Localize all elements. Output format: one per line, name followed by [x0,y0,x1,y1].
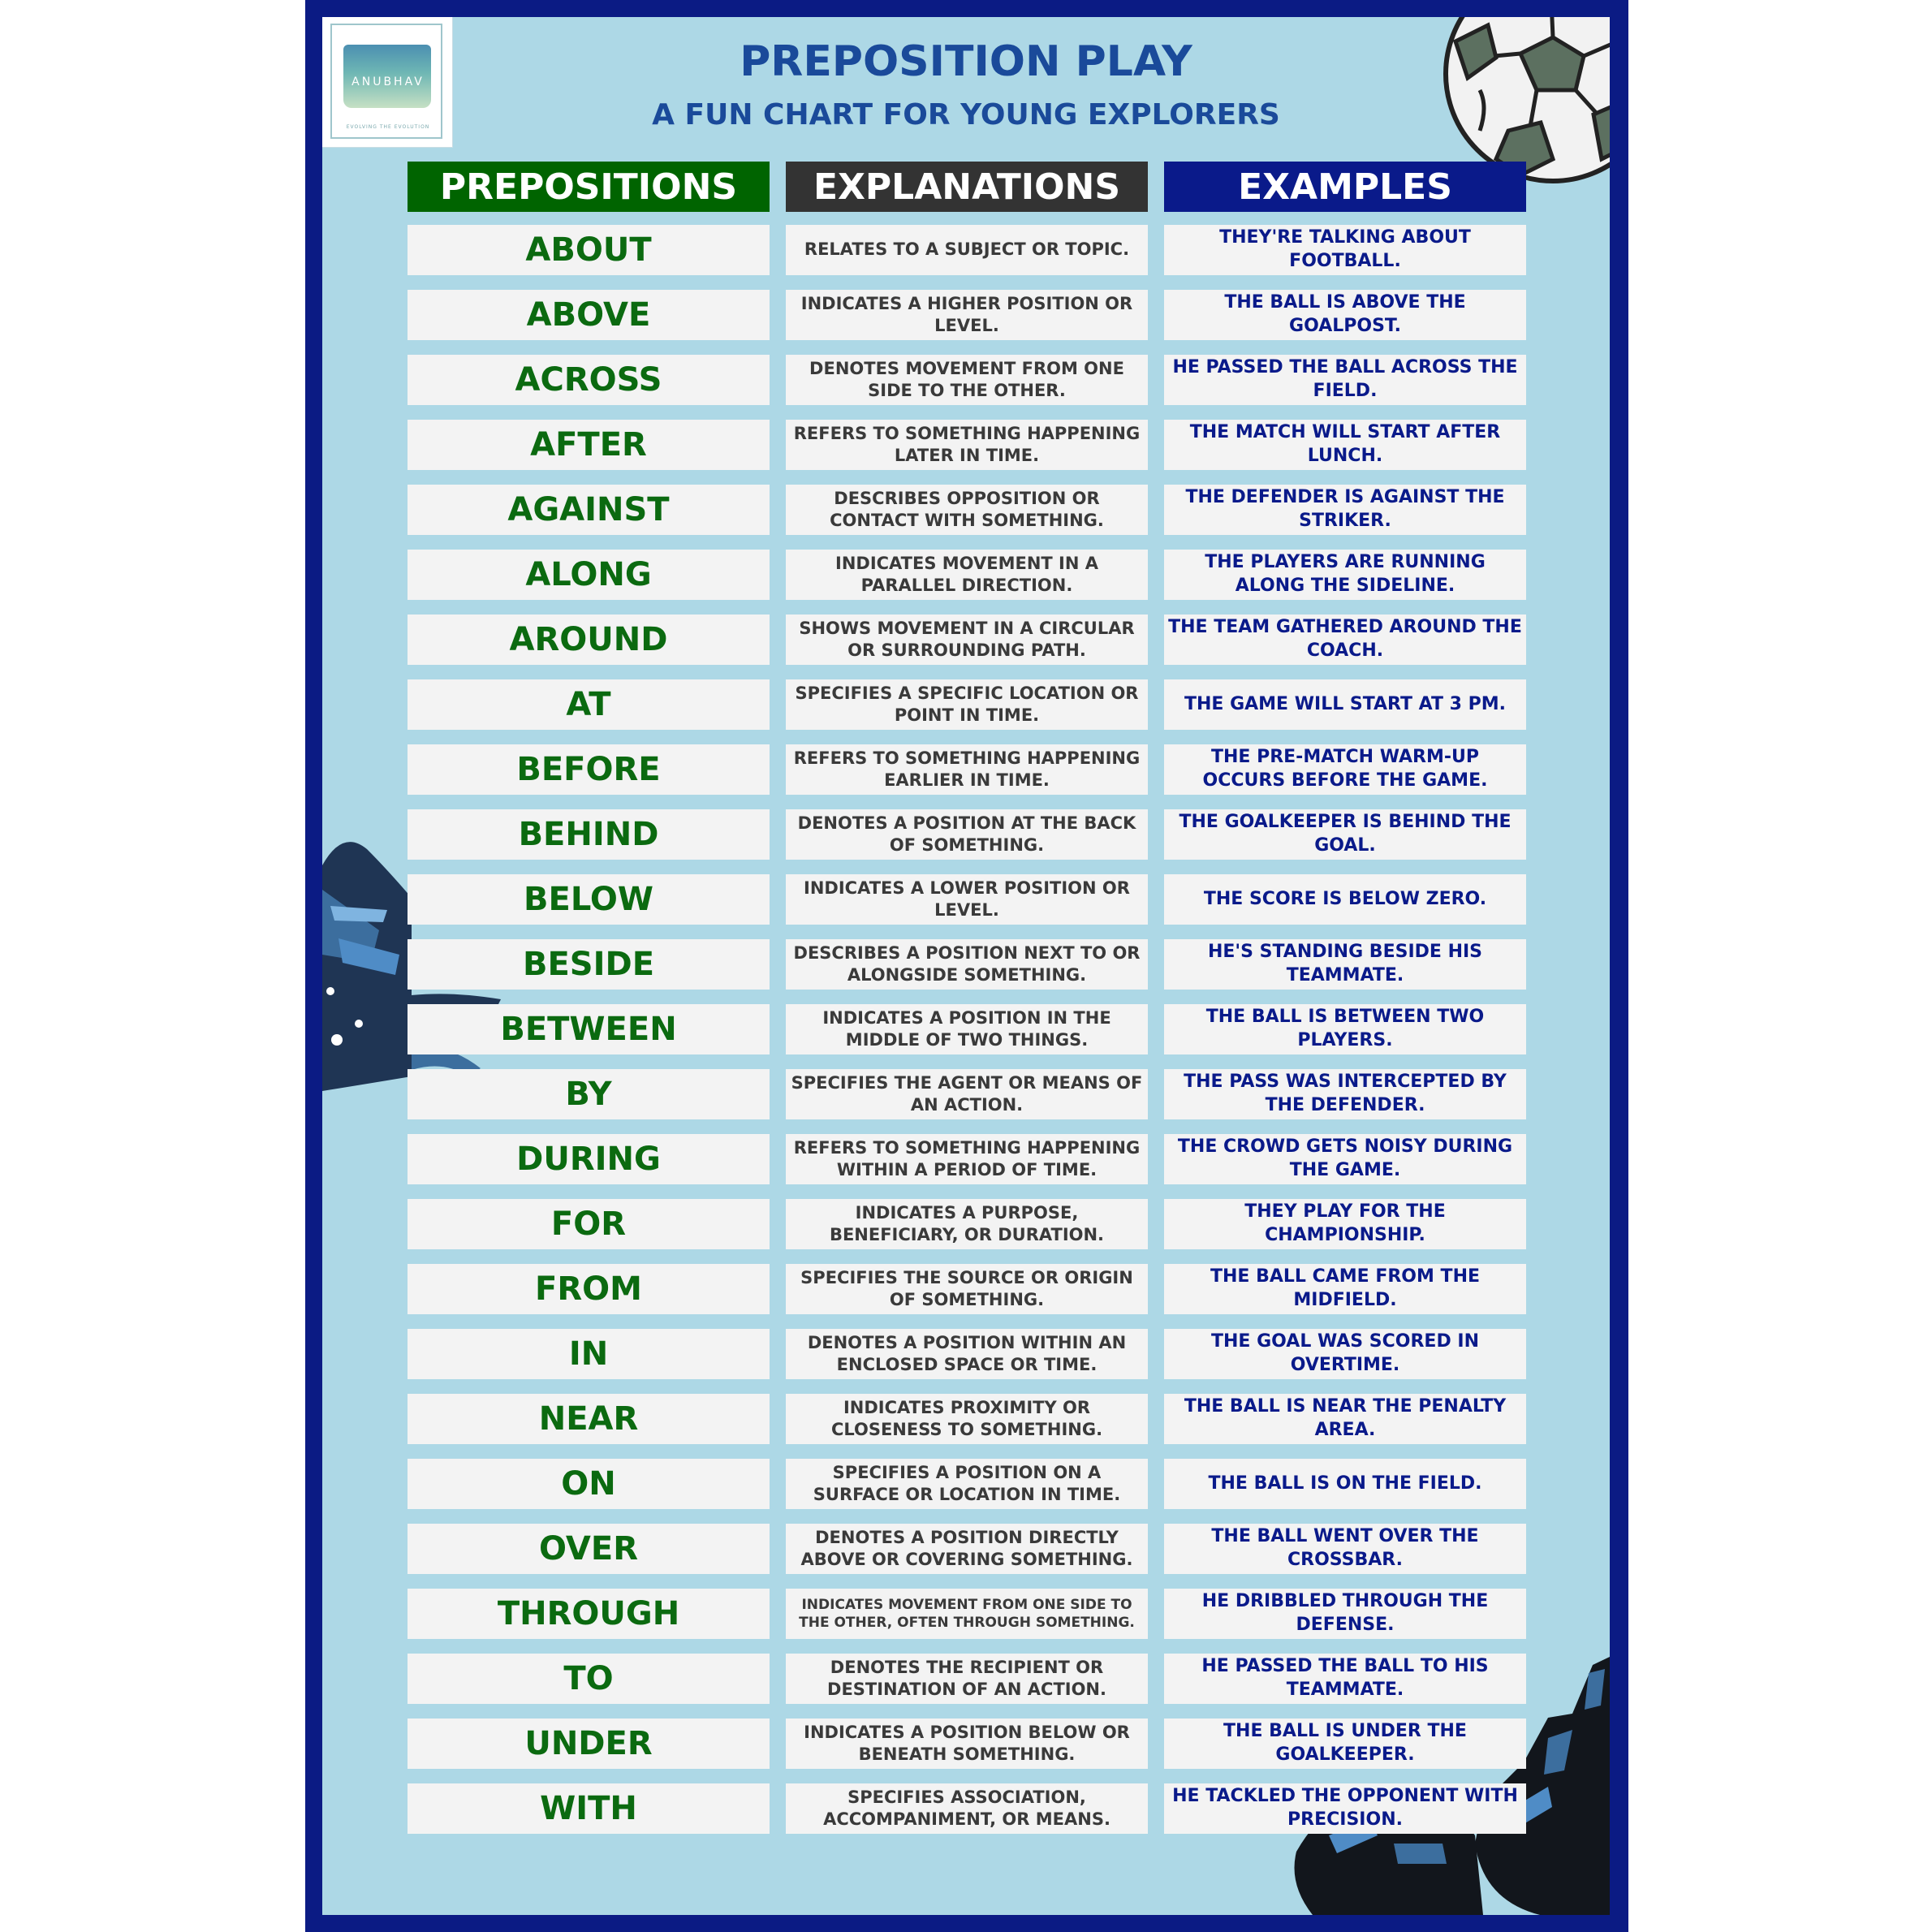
example-cell: THE BALL IS NEAR THE PENALTY AREA. [1164,1394,1526,1444]
logo-tagline: EVOLVING THE EVOLUTION [346,124,430,130]
explanation-cell: DESCRIBES OPPOSITION OR CONTACT WITH SOMETHING. [786,485,1148,535]
explanation-cell: INDICATES A POSITION IN THE MIDDLE OF TWO THINGS. [786,1004,1148,1054]
preposition-cell: BEHIND [408,809,770,860]
preposition-cell: ON [408,1459,770,1509]
preposition-cell: OVER [408,1524,770,1574]
explanation-cell: INDICATES MOVEMENT FROM ONE SIDE TO THE OTHER, OFTEN THROUGH SOMETHING. [786,1589,1148,1639]
preposition-cell: BESIDE [408,939,770,990]
explanation-cell: SPECIFIES A SPECIFIC LOCATION OR POINT IN TIME. [786,679,1148,730]
example-cell: THE BALL IS UNDER THE GOALKEEPER. [1164,1719,1526,1769]
example-cell: HE PASSED THE BALL ACROSS THE FIELD. [1164,355,1526,405]
example-cell: THE BALL CAME FROM THE MIDFIELD. [1164,1264,1526,1314]
page-subtitle: A FUN CHART FOR YOUNG EXPLORERS [652,98,1280,132]
example-cell: HE PASSED THE BALL TO HIS TEAMMATE. [1164,1654,1526,1704]
explanation-cell: DENOTES MOVEMENT FROM ONE SIDE TO THE OTHER. [786,355,1148,405]
preposition-cell: BEFORE [408,744,770,795]
explanation-cell: INDICATES A POSITION BELOW OR BENEATH SOMETHING. [786,1719,1148,1769]
page-title: PREPOSITION PLAY [740,37,1192,86]
explanations-column-header: EXPLANATIONS [786,162,1148,212]
example-cell: THEY PLAY FOR THE CHAMPIONSHIP. [1164,1199,1526,1249]
preposition-cell: BY [408,1069,770,1119]
example-cell: THE PLAYERS ARE RUNNING ALONG THE SIDELINE. [1164,550,1526,600]
poster [322,17,1610,1915]
explanation-cell: SPECIFIES THE SOURCE OR ORIGIN OF SOMETHING. [786,1264,1148,1314]
preposition-cell: FROM [408,1264,770,1314]
explanation-cell: DENOTES A POSITION AT THE BACK OF SOMETHING. [786,809,1148,860]
explanation-cell: SPECIFIES A POSITION ON A SURFACE OR LOCATION IN TIME. [786,1459,1148,1509]
example-cell: THE MATCH WILL START AFTER LUNCH. [1164,420,1526,470]
preposition-cell: FOR [408,1199,770,1249]
explanation-cell: INDICATES A HIGHER POSITION OR LEVEL. [786,290,1148,340]
preposition-cell: ABOUT [408,225,770,275]
example-cell: THE TEAM GATHERED AROUND THE COACH. [1164,615,1526,665]
example-cell: THE BALL IS BETWEEN TWO PLAYERS. [1164,1004,1526,1054]
preposition-cell: WITH [408,1783,770,1834]
explanation-cell: REFERS TO SOMETHING HAPPENING WITHIN A PERIOD OF TIME. [786,1134,1148,1184]
explanation-cell: SHOWS MOVEMENT IN A CIRCULAR OR SURROUNDING PATH. [786,615,1148,665]
example-cell: THE GOAL WAS SCORED IN OVERTIME. [1164,1329,1526,1379]
explanation-cell: RELATES TO A SUBJECT OR TOPIC. [786,225,1148,275]
example-cell: THE PRE-MATCH WARM-UP OCCURS BEFORE THE GAME. [1164,744,1526,795]
preposition-cell: THROUGH [408,1589,770,1639]
explanation-cell: DENOTES A POSITION WITHIN AN ENCLOSED SPACE OR TIME. [786,1329,1148,1379]
prepositions-column-header: PREPOSITIONS [408,162,770,212]
example-cell: THEY'RE TALKING ABOUT FOOTBALL. [1164,225,1526,275]
example-cell: HE DRIBBLED THROUGH THE DEFENSE. [1164,1589,1526,1639]
explanation-cell: INDICATES MOVEMENT IN A PARALLEL DIRECTION. [786,550,1148,600]
preposition-cell: ABOVE [408,290,770,340]
preposition-cell: ACROSS [408,355,770,405]
examples-column-header: EXAMPLES [1164,162,1526,212]
logo-text: ANUBHAV [351,75,425,88]
preposition-cell: IN [408,1329,770,1379]
example-cell: THE CROWD GETS NOISY DURING THE GAME. [1164,1134,1526,1184]
example-cell: THE PASS WAS INTERCEPTED BY THE DEFENDER. [1164,1069,1526,1119]
explanation-cell: SPECIFIES ASSOCIATION, ACCOMPANIMENT, OR MEANS. [786,1783,1148,1834]
example-cell: HE'S STANDING BESIDE HIS TEAMMATE. [1164,939,1526,990]
preposition-cell: AFTER [408,420,770,470]
example-cell: THE BALL WENT OVER THE CROSSBAR. [1164,1524,1526,1574]
explanation-cell: SPECIFIES THE AGENT OR MEANS OF AN ACTION. [786,1069,1148,1119]
preposition-cell: AGAINST [408,485,770,535]
poster-border [305,0,1628,1932]
explanation-cell: DENOTES A POSITION DIRECTLY ABOVE OR COVERING SOMETHING. [786,1524,1148,1574]
explanation-cell: INDICATES A PURPOSE, BENEFICIARY, OR DURATION. [786,1199,1148,1249]
preposition-cell: BELOW [408,874,770,925]
explanation-cell: REFERS TO SOMETHING HAPPENING EARLIER IN TIME. [786,744,1148,795]
example-cell: THE GOALKEEPER IS BEHIND THE GOAL. [1164,809,1526,860]
example-cell: THE GAME WILL START AT 3 PM. [1164,679,1526,730]
example-cell: THE BALL IS ABOVE THE GOALPOST. [1164,290,1526,340]
preposition-cell: AROUND [408,615,770,665]
example-cell: THE SCORE IS BELOW ZERO. [1164,874,1526,925]
example-cell: THE BALL IS ON THE FIELD. [1164,1459,1526,1509]
preposition-cell: ALONG [408,550,770,600]
explanation-cell: REFERS TO SOMETHING HAPPENING LATER IN TIME. [786,420,1148,470]
explanation-cell: DENOTES THE RECIPIENT OR DESTINATION OF AN ACTION. [786,1654,1148,1704]
preposition-cell: DURING [408,1134,770,1184]
explanation-cell: INDICATES A LOWER POSITION OR LEVEL. [786,874,1148,925]
explanation-cell: DESCRIBES A POSITION NEXT TO OR ALONGSIDE SOMETHING. [786,939,1148,990]
example-cell: THE DEFENDER IS AGAINST THE STRIKER. [1164,485,1526,535]
example-cell: HE TACKLED THE OPPONENT WITH PRECISION. [1164,1783,1526,1834]
explanation-cell: INDICATES PROXIMITY OR CLOSENESS TO SOMETHING. [786,1394,1148,1444]
preposition-cell: AT [408,679,770,730]
preposition-cell: UNDER [408,1719,770,1769]
preposition-cell: NEAR [408,1394,770,1444]
preposition-cell: BETWEEN [408,1004,770,1054]
preposition-cell: TO [408,1654,770,1704]
